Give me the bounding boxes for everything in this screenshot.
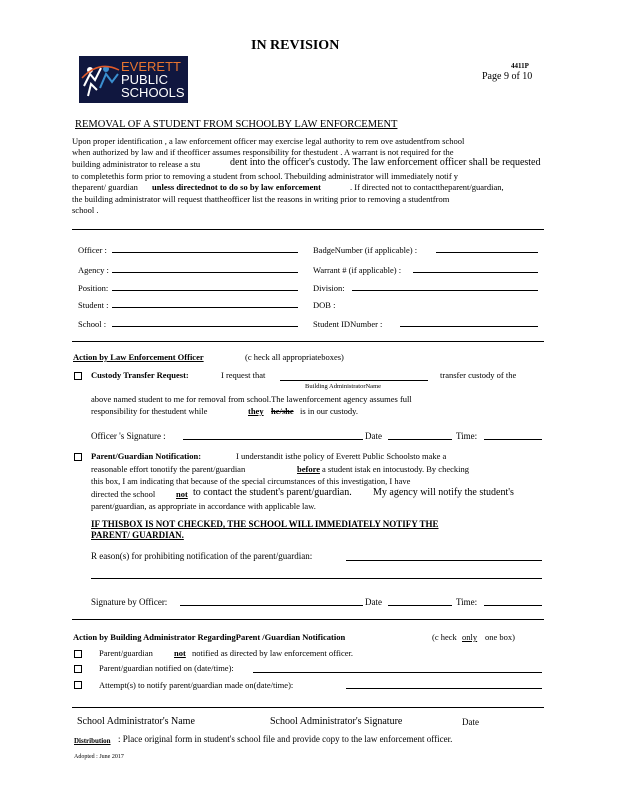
intro-line: the building administrator will request thattheofficer list the reasons in writing prior to removing a studentfrom [72, 194, 450, 204]
admin-name-label: School Administrator's Name [77, 716, 195, 727]
intro-line: unless directednot to do so by law enforcement [152, 182, 321, 192]
division-label: Division: [313, 283, 345, 293]
pg-text: a student istak en intocustody. By checking [322, 464, 469, 474]
section-heading-law-enforcement: Action by Law Enforcement Officer [73, 352, 204, 362]
section-note: one box) [485, 632, 515, 642]
reasons-field[interactable] [346, 560, 542, 561]
logo-text-line3: SCHOOLS [121, 85, 185, 100]
officer-field[interactable] [112, 252, 298, 253]
pg-text: reasonable effort tonotify the parent/guardian [91, 464, 246, 474]
agency-label: Agency : [78, 265, 109, 275]
badge-field[interactable] [436, 252, 538, 253]
notified-datetime-field[interactable] [253, 672, 542, 673]
time-label: Time: [456, 597, 478, 607]
intro-line: school . [72, 205, 99, 215]
reasons-label: R eason(s) for prohibiting notification of the parent/guardian: [91, 551, 313, 561]
building-admin-name-field[interactable] [280, 380, 428, 381]
officer-label: Officer : [78, 245, 107, 255]
school-label: School : [78, 319, 107, 329]
officer-signature-field[interactable] [183, 439, 363, 440]
intro-line: building administrator to release a stu [72, 159, 201, 169]
pg-before: before [297, 464, 320, 474]
section-note: (c heck [432, 632, 457, 642]
custody-transfer-title: Custody Transfer Request: [91, 370, 189, 380]
intro-line: to completethis form prior to removing a student from school. Thebuilding administrator will immediately notif y [72, 171, 459, 181]
form-title: REMOVAL OF A STUDENT FROM SCHOOLBY LAW ENFORCEMENT [75, 119, 398, 130]
custody-text: above named student to me for removal from school.The lawenforcement agency assumes full [91, 394, 412, 404]
parent-guardian-notification-title: Parent/Guardian Notification: [91, 451, 202, 461]
option-text: notified as directed by law enforcement officer. [192, 648, 354, 658]
student-id-label: Student IDNumber : [313, 319, 383, 329]
option-attempted-checkbox[interactable] [74, 681, 82, 689]
section-note: (c heck all appropriateboxes) [245, 352, 344, 362]
pg-text: this box, I am indicating that because of the special circumstances of this investigation, I have [91, 476, 411, 486]
warning-text: PARENT/ GUARDIAN. [91, 530, 184, 540]
divider [72, 341, 544, 342]
custody-they: they [248, 406, 264, 416]
position-field[interactable] [112, 290, 298, 291]
pg-text: I understandit isthe policy of Everett Public Schoolsto make a [236, 451, 447, 461]
option-text: Parent/guardian notified on (date/time): [99, 663, 234, 673]
pg-text: to contact the student's parent/guardian. [193, 487, 352, 498]
custody-text: is in our custody. [300, 406, 359, 416]
logo-text-line2: PUBLIC [121, 72, 168, 87]
officer-signature-label: Signature by Officer: [91, 597, 168, 607]
divider [72, 619, 544, 620]
admin-signature-line[interactable] [72, 707, 544, 708]
time-field[interactable] [484, 439, 542, 440]
date-field[interactable] [388, 605, 452, 606]
intro-line: dent into the officer's custody. The law enforcement officer shall be requested [230, 157, 541, 168]
position-label: Position: [78, 283, 109, 293]
custody-transfer-checkbox[interactable] [74, 372, 82, 380]
warrant-field[interactable] [413, 272, 538, 273]
intro-line: Upon proper identification , a law enforcement officer may exercise legal authority to rem ove astudentfrom school [72, 136, 465, 146]
building-admin-name-caption: Building AdministratorName [305, 383, 382, 390]
reasons-field[interactable] [91, 578, 542, 579]
pg-text: My agency will notify the student's [373, 487, 514, 498]
distribution-text: : Place original form in student's school file and provide copy to the law enforcement officer. [118, 734, 453, 744]
officer-signature-label: Officer 's Signature : [91, 431, 166, 441]
pg-text: parent/guardian, as appropriate in accordance with applicable law. [91, 501, 316, 511]
section-heading-building-admin: Action by Building Administrator RegardingParent /Guardian Notification [73, 632, 346, 642]
custody-text: transfer custody of the [440, 370, 517, 380]
time-label: Time: [456, 431, 478, 441]
school-logo [79, 56, 188, 103]
option-not: not [174, 648, 186, 658]
page-number: Page 9 of 10 [482, 71, 533, 82]
option-text: Attempt(s) to notify parent/guardian made on(date/time): [99, 680, 294, 690]
figures-icon [79, 56, 121, 103]
division-field[interactable] [352, 290, 538, 291]
intro-line: . If directed not to contacttheparent/guardian, [350, 182, 504, 192]
agency-field[interactable] [112, 272, 298, 273]
option-notified-checkbox[interactable] [74, 665, 82, 673]
date-field[interactable] [388, 439, 452, 440]
distribution-label: Distribution [74, 737, 111, 745]
section-note-only: only [462, 632, 478, 642]
student-id-field[interactable] [400, 326, 538, 327]
custody-heshe: he/she [271, 406, 294, 416]
custody-text: responsibility for thestudent while [91, 406, 208, 416]
badge-label: BadgeNumber (if applicable) : [313, 245, 418, 255]
warning-text: IF THISBOX IS NOT CHECKED, THE SCHOOL WILL IMMEDIATELY NOTIFY THE [91, 519, 439, 529]
pg-text: directed the school [91, 489, 156, 499]
document-code: 4411P [511, 62, 529, 70]
option-not-notified-checkbox[interactable] [74, 650, 82, 658]
attempt-datetime-field[interactable] [346, 688, 542, 689]
warrant-label: Warrant # (if applicable) : [313, 265, 402, 275]
logo-text-line1: EVERETT [121, 59, 181, 74]
admin-signature-label: School Administrator's Signature [270, 716, 403, 727]
option-text: Parent/guardian [99, 648, 153, 658]
adopted-date: Adopted : June 2017 [74, 754, 124, 760]
dob-label: DOB : [313, 300, 336, 310]
intro-line: when authorized by law and if theofficer assumes responsibility for thestudent . A warrant is not required for the [72, 147, 454, 157]
student-field[interactable] [112, 307, 298, 308]
time-field[interactable] [484, 605, 542, 606]
school-field[interactable] [112, 326, 298, 327]
custody-text: I request that [221, 370, 266, 380]
officer-signature-field[interactable] [180, 605, 363, 606]
revision-status: IN REVISION [251, 38, 340, 53]
divider [72, 229, 544, 230]
student-label: Student : [78, 300, 109, 310]
date-label: Date [365, 597, 382, 607]
intro-line: theparent/ guardian [72, 182, 138, 192]
date-label: Date [365, 431, 382, 441]
admin-date-label: Date [462, 717, 479, 727]
parent-guardian-notification-checkbox[interactable] [74, 453, 82, 461]
pg-not: not [176, 489, 188, 499]
